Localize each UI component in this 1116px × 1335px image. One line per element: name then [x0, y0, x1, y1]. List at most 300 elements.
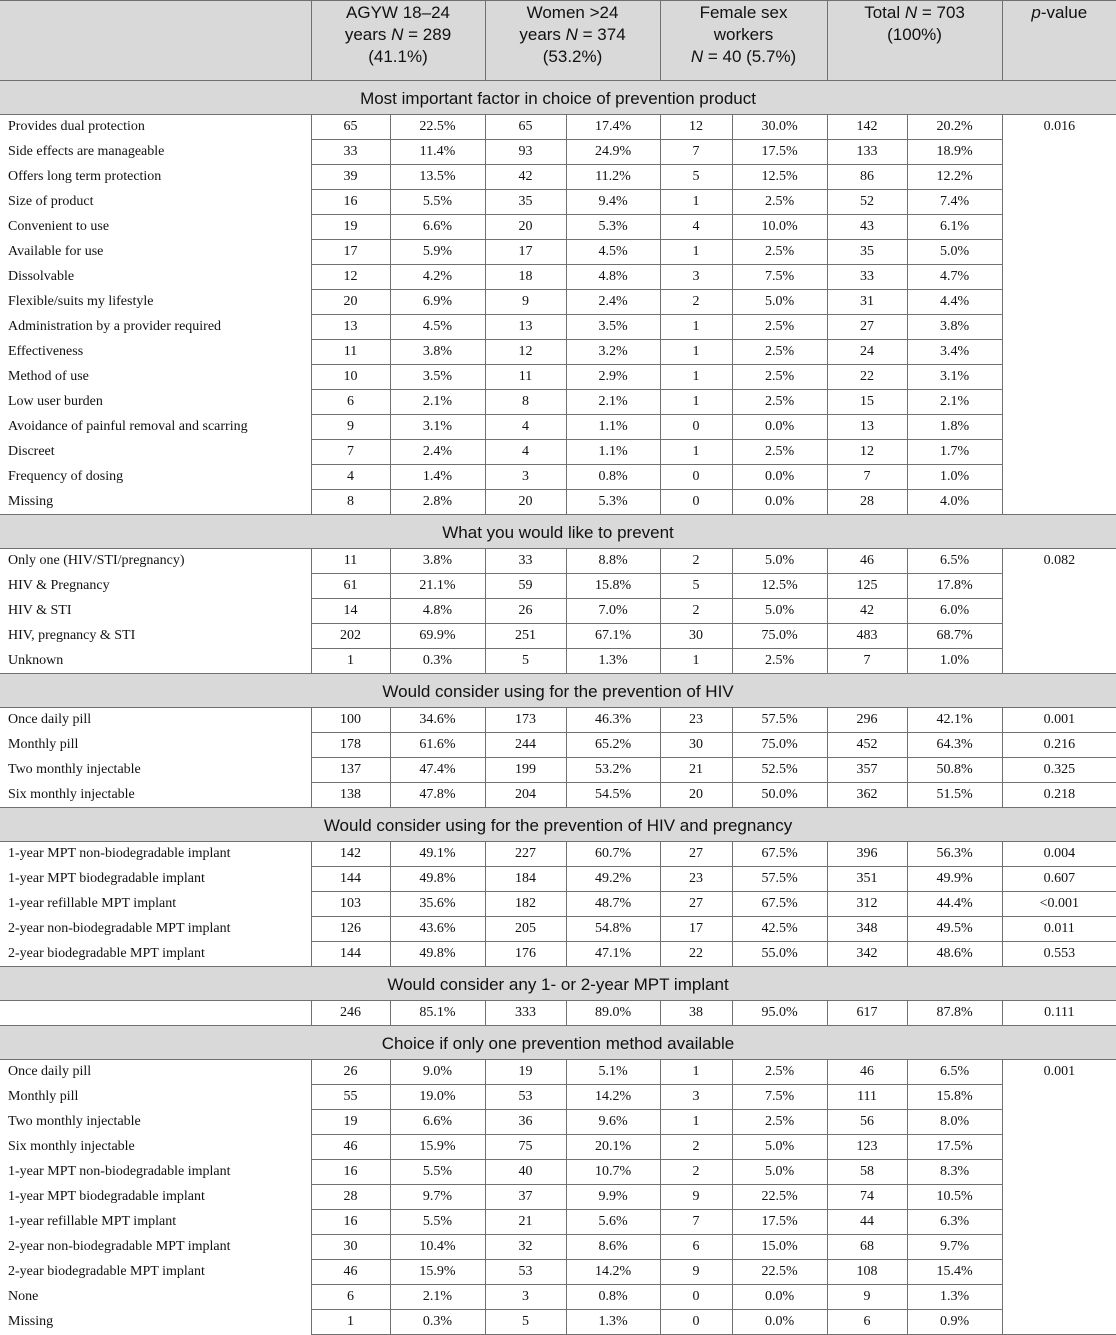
row-label: Administration by a provider required: [0, 315, 311, 340]
percent-cell: 12.2%: [907, 165, 1002, 190]
percent-cell: 2.5%: [732, 440, 827, 465]
count-cell: 46: [827, 549, 907, 574]
percent-cell: 5.3%: [566, 215, 660, 240]
percent-cell: 67.5%: [732, 892, 827, 917]
count-cell: 7: [311, 440, 390, 465]
percent-cell: 49.8%: [390, 942, 485, 967]
percent-cell: 2.4%: [390, 440, 485, 465]
count-cell: 9: [660, 1260, 732, 1285]
table-row: [0, 867, 1116, 892]
table-row: [0, 215, 1116, 240]
table-row: [0, 165, 1116, 190]
percent-cell: 5.0%: [732, 549, 827, 574]
pvalue-cell: 0.216: [1002, 733, 1116, 758]
count-cell: 296: [827, 708, 907, 733]
percent-cell: 4.0%: [907, 490, 1002, 515]
percent-cell: 6.5%: [907, 549, 1002, 574]
row-label: Monthly pill: [0, 1085, 311, 1110]
count-cell: 11: [311, 340, 390, 365]
row-label: Available for use: [0, 240, 311, 265]
count-cell: 21: [485, 1210, 566, 1235]
row-label: Low user burden: [0, 390, 311, 415]
table-row: [0, 440, 1116, 465]
percent-cell: 57.5%: [732, 867, 827, 892]
count-cell: 351: [827, 867, 907, 892]
table-header-row: [0, 1, 1116, 81]
percent-cell: 9.0%: [390, 1060, 485, 1085]
count-cell: 12: [827, 440, 907, 465]
percent-cell: 4.8%: [390, 599, 485, 624]
table-row: [0, 1210, 1116, 1235]
percent-cell: 2.5%: [732, 340, 827, 365]
percent-cell: 2.5%: [732, 649, 827, 674]
table-row: [0, 1310, 1116, 1335]
count-cell: 142: [827, 115, 907, 140]
percent-cell: 5.3%: [566, 490, 660, 515]
row-label: 2-year biodegradable MPT implant: [0, 942, 311, 967]
count-cell: 32: [485, 1235, 566, 1260]
table-row: [0, 1235, 1116, 1260]
percent-cell: 50.0%: [732, 783, 827, 808]
row-label: Discreet: [0, 440, 311, 465]
percent-cell: 67.5%: [732, 842, 827, 867]
count-cell: 1: [660, 440, 732, 465]
percent-cell: 11.4%: [390, 140, 485, 165]
percent-cell: 15.4%: [907, 1260, 1002, 1285]
count-cell: 20: [485, 490, 566, 515]
count-cell: 178: [311, 733, 390, 758]
count-cell: 59: [485, 574, 566, 599]
percent-cell: 1.3%: [566, 649, 660, 674]
percent-cell: 95.0%: [732, 1001, 827, 1026]
percent-cell: 6.1%: [907, 215, 1002, 240]
count-cell: 176: [485, 942, 566, 967]
count-cell: 144: [311, 867, 390, 892]
table-row: [0, 649, 1116, 674]
count-cell: 61: [311, 574, 390, 599]
table-row: [0, 624, 1116, 649]
percent-cell: 89.0%: [566, 1001, 660, 1026]
section-header-row: [0, 81, 1116, 115]
percent-cell: 2.5%: [732, 1110, 827, 1135]
row-label: 1-year MPT non-biodegradable implant: [0, 842, 311, 867]
percent-cell: 17.5%: [907, 1135, 1002, 1160]
count-cell: 15: [827, 390, 907, 415]
count-cell: 28: [827, 490, 907, 515]
pvalue-cell: 0.553: [1002, 942, 1116, 967]
section-header-row: [0, 1026, 1116, 1060]
count-cell: 138: [311, 783, 390, 808]
count-cell: 2: [660, 290, 732, 315]
count-cell: 348: [827, 917, 907, 942]
percent-cell: 12.5%: [732, 165, 827, 190]
count-cell: 12: [311, 265, 390, 290]
percent-cell: 42.5%: [732, 917, 827, 942]
percent-cell: 49.1%: [390, 842, 485, 867]
percent-cell: 0.0%: [732, 1285, 827, 1310]
table-row: [0, 115, 1116, 140]
percent-cell: 47.8%: [390, 783, 485, 808]
pvalue-cell: 0.325: [1002, 758, 1116, 783]
count-cell: 12: [660, 115, 732, 140]
count-cell: 22: [827, 365, 907, 390]
table-row: [0, 140, 1116, 165]
row-label: Missing: [0, 1310, 311, 1335]
row-label: HIV & STI: [0, 599, 311, 624]
row-label: 1-year refillable MPT implant: [0, 1210, 311, 1235]
percent-cell: 5.0%: [732, 1135, 827, 1160]
count-cell: 24: [827, 340, 907, 365]
count-cell: 43: [827, 215, 907, 240]
count-cell: 21: [660, 758, 732, 783]
percent-cell: 15.0%: [732, 1235, 827, 1260]
count-cell: 133: [827, 140, 907, 165]
row-label: 2-year non-biodegradable MPT implant: [0, 1235, 311, 1260]
count-cell: 1: [660, 365, 732, 390]
percent-cell: 49.9%: [907, 867, 1002, 892]
count-cell: 11: [485, 365, 566, 390]
count-cell: 111: [827, 1085, 907, 1110]
count-cell: 35: [827, 240, 907, 265]
row-label: None: [0, 1285, 311, 1310]
percent-cell: 2.5%: [732, 365, 827, 390]
percent-cell: 2.5%: [732, 1060, 827, 1085]
count-cell: 27: [660, 842, 732, 867]
header-fsw: Female sex workers N = 40 (5.7%): [660, 1, 827, 81]
percent-cell: 1.3%: [566, 1310, 660, 1335]
percent-cell: 6.6%: [390, 215, 485, 240]
percent-cell: 0.8%: [566, 465, 660, 490]
percent-cell: 6.3%: [907, 1210, 1002, 1235]
header-agyw: AGYW 18–24 years N = 289 (41.1%): [311, 1, 485, 81]
row-label: Once daily pill: [0, 708, 311, 733]
count-cell: 28: [311, 1185, 390, 1210]
count-cell: 33: [827, 265, 907, 290]
count-cell: 19: [311, 1110, 390, 1135]
count-cell: 35: [485, 190, 566, 215]
percent-cell: 1.3%: [907, 1285, 1002, 1310]
count-cell: 1: [311, 649, 390, 674]
count-cell: 23: [660, 708, 732, 733]
percent-cell: 3.4%: [907, 340, 1002, 365]
table-row: [0, 1001, 1116, 1026]
table-row: [0, 733, 1116, 758]
count-cell: 6: [311, 1285, 390, 1310]
row-label: Dissolvable: [0, 265, 311, 290]
count-cell: 0: [660, 415, 732, 440]
percent-cell: 4.4%: [907, 290, 1002, 315]
pvalue-cell: 0.111: [1002, 1001, 1116, 1026]
percent-cell: 19.0%: [390, 1085, 485, 1110]
count-cell: 7: [827, 465, 907, 490]
count-cell: 3: [485, 465, 566, 490]
count-cell: 11: [311, 549, 390, 574]
count-cell: 75: [485, 1135, 566, 1160]
count-cell: 12: [485, 340, 566, 365]
percent-cell: 46.3%: [566, 708, 660, 733]
count-cell: 30: [311, 1235, 390, 1260]
count-cell: 123: [827, 1135, 907, 1160]
percent-cell: 5.0%: [732, 290, 827, 315]
row-label: Two monthly injectable: [0, 1110, 311, 1135]
percent-cell: 49.2%: [566, 867, 660, 892]
percent-cell: 11.2%: [566, 165, 660, 190]
header-blank-cell: [0, 1, 311, 81]
count-cell: 0: [660, 1285, 732, 1310]
percent-cell: 64.3%: [907, 733, 1002, 758]
table-row: [0, 1260, 1116, 1285]
count-cell: 2: [660, 1160, 732, 1185]
pvalue-cell: 0.001: [1002, 708, 1116, 733]
count-cell: 10: [311, 365, 390, 390]
table-row: [0, 190, 1116, 215]
count-cell: 1: [660, 315, 732, 340]
count-cell: 13: [827, 415, 907, 440]
table-row: [0, 1060, 1116, 1085]
count-cell: 65: [311, 115, 390, 140]
percent-cell: 53.2%: [566, 758, 660, 783]
percent-cell: 20.1%: [566, 1135, 660, 1160]
count-cell: 14: [311, 599, 390, 624]
row-label: Unknown: [0, 649, 311, 674]
percent-cell: 10.4%: [390, 1235, 485, 1260]
table-row: [0, 917, 1116, 942]
percent-cell: 9.6%: [566, 1110, 660, 1135]
count-cell: 9: [660, 1185, 732, 1210]
table-row: [0, 290, 1116, 315]
row-label: Six monthly injectable: [0, 1135, 311, 1160]
count-cell: 17: [485, 240, 566, 265]
percent-cell: 47.4%: [390, 758, 485, 783]
count-cell: 205: [485, 917, 566, 942]
table-row: [0, 240, 1116, 265]
count-cell: 46: [311, 1135, 390, 1160]
count-cell: 36: [485, 1110, 566, 1135]
row-label: 1-year MPT non-biodegradable implant: [0, 1160, 311, 1185]
percent-cell: 22.5%: [390, 115, 485, 140]
count-cell: 30: [660, 733, 732, 758]
percent-cell: 24.9%: [566, 140, 660, 165]
pvalue-cell: 0.001: [1002, 1060, 1116, 1335]
count-cell: 1: [660, 240, 732, 265]
section-header-row: [0, 515, 1116, 549]
percent-cell: 1.1%: [566, 440, 660, 465]
table-row: [0, 783, 1116, 808]
percent-cell: 2.5%: [732, 240, 827, 265]
percent-cell: 4.5%: [390, 315, 485, 340]
count-cell: 39: [311, 165, 390, 190]
percent-cell: 0.0%: [732, 490, 827, 515]
count-cell: 46: [827, 1060, 907, 1085]
percent-cell: 34.6%: [390, 708, 485, 733]
count-cell: 108: [827, 1260, 907, 1285]
percent-cell: 3.5%: [566, 315, 660, 340]
count-cell: 52: [827, 190, 907, 215]
section-title: Would consider any 1- or 2-year MPT implant: [0, 967, 1116, 1001]
percent-cell: 5.5%: [390, 1210, 485, 1235]
header-total: Total N = 703 (100%): [827, 1, 1002, 81]
percent-cell: 12.5%: [732, 574, 827, 599]
count-cell: 1: [660, 340, 732, 365]
percent-cell: 2.1%: [566, 390, 660, 415]
percent-cell: 0.3%: [390, 649, 485, 674]
table-row: [0, 599, 1116, 624]
percent-cell: 0.3%: [390, 1310, 485, 1335]
count-cell: 16: [311, 190, 390, 215]
count-cell: 58: [827, 1160, 907, 1185]
percent-cell: 4.5%: [566, 240, 660, 265]
percent-cell: 48.6%: [907, 942, 1002, 967]
count-cell: 6: [311, 390, 390, 415]
count-cell: 125: [827, 574, 907, 599]
table-row: [0, 315, 1116, 340]
count-cell: 103: [311, 892, 390, 917]
table-row: [0, 1085, 1116, 1110]
percent-cell: 8.6%: [566, 1235, 660, 1260]
count-cell: 22: [660, 942, 732, 967]
header-pvalue: p-value: [1002, 1, 1116, 81]
percent-cell: 7.5%: [732, 265, 827, 290]
count-cell: 144: [311, 942, 390, 967]
count-cell: 4: [485, 440, 566, 465]
count-cell: 227: [485, 842, 566, 867]
percent-cell: 57.5%: [732, 708, 827, 733]
count-cell: 9: [485, 290, 566, 315]
percent-cell: 55.0%: [732, 942, 827, 967]
count-cell: 1: [311, 1310, 390, 1335]
count-cell: 46: [311, 1260, 390, 1285]
percent-cell: 17.4%: [566, 115, 660, 140]
count-cell: 17: [311, 240, 390, 265]
percent-cell: 5.0%: [732, 1160, 827, 1185]
percent-cell: 6.0%: [907, 599, 1002, 624]
row-label: 1-year refillable MPT implant: [0, 892, 311, 917]
row-label: Two monthly injectable: [0, 758, 311, 783]
percent-cell: 44.4%: [907, 892, 1002, 917]
table-row: [0, 1160, 1116, 1185]
percent-cell: 8.3%: [907, 1160, 1002, 1185]
count-cell: 100: [311, 708, 390, 733]
percent-cell: 15.9%: [390, 1135, 485, 1160]
percent-cell: 10.5%: [907, 1185, 1002, 1210]
count-cell: 396: [827, 842, 907, 867]
percent-cell: 5.1%: [566, 1060, 660, 1085]
percent-cell: 6.9%: [390, 290, 485, 315]
count-cell: 23: [660, 867, 732, 892]
percent-cell: 52.5%: [732, 758, 827, 783]
row-label: Monthly pill: [0, 733, 311, 758]
count-cell: 86: [827, 165, 907, 190]
count-cell: 18: [485, 265, 566, 290]
count-cell: 362: [827, 783, 907, 808]
count-cell: 2: [660, 599, 732, 624]
percent-cell: 1.4%: [390, 465, 485, 490]
percent-cell: 61.6%: [390, 733, 485, 758]
percent-cell: 3.5%: [390, 365, 485, 390]
count-cell: 7: [660, 1210, 732, 1235]
count-cell: 13: [485, 315, 566, 340]
count-cell: 5: [485, 1310, 566, 1335]
percent-cell: 22.5%: [732, 1260, 827, 1285]
table-row: [0, 1110, 1116, 1135]
count-cell: 2: [660, 549, 732, 574]
row-label: Only one (HIV/STI/pregnancy): [0, 549, 311, 574]
count-cell: 452: [827, 733, 907, 758]
percent-cell: 22.5%: [732, 1185, 827, 1210]
percent-cell: 7.4%: [907, 190, 1002, 215]
percent-cell: 4.2%: [390, 265, 485, 290]
section-header-row: [0, 674, 1116, 708]
percent-cell: 60.7%: [566, 842, 660, 867]
percent-cell: 8.8%: [566, 549, 660, 574]
count-cell: 26: [485, 599, 566, 624]
percent-cell: 2.9%: [566, 365, 660, 390]
percent-cell: 10.7%: [566, 1160, 660, 1185]
pvalue-cell: 0.011: [1002, 917, 1116, 942]
percent-cell: 67.1%: [566, 624, 660, 649]
count-cell: 617: [827, 1001, 907, 1026]
percent-cell: 1.7%: [907, 440, 1002, 465]
percent-cell: 18.9%: [907, 140, 1002, 165]
count-cell: 5: [660, 574, 732, 599]
percent-cell: 49.8%: [390, 867, 485, 892]
percent-cell: 2.5%: [732, 315, 827, 340]
table-row: [0, 1185, 1116, 1210]
table-row: [0, 1135, 1116, 1160]
count-cell: 1: [660, 190, 732, 215]
count-cell: 126: [311, 917, 390, 942]
table-row: [0, 265, 1116, 290]
percent-cell: 0.8%: [566, 1285, 660, 1310]
percent-cell: 13.5%: [390, 165, 485, 190]
pvalue-cell: 0.607: [1002, 867, 1116, 892]
count-cell: 4: [485, 415, 566, 440]
count-cell: 1: [660, 1110, 732, 1135]
percent-cell: 3.8%: [390, 340, 485, 365]
percent-cell: 0.9%: [907, 1310, 1002, 1335]
row-label: Offers long term protection: [0, 165, 311, 190]
count-cell: 27: [827, 315, 907, 340]
percent-cell: 75.0%: [732, 624, 827, 649]
row-label: [0, 1001, 311, 1026]
count-cell: 42: [827, 599, 907, 624]
row-label: Missing: [0, 490, 311, 515]
row-label: HIV & Pregnancy: [0, 574, 311, 599]
percent-cell: 56.3%: [907, 842, 1002, 867]
percent-cell: 2.1%: [390, 390, 485, 415]
table-row: [0, 574, 1116, 599]
count-cell: 3: [485, 1285, 566, 1310]
percent-cell: 2.4%: [566, 290, 660, 315]
percent-cell: 9.7%: [907, 1235, 1002, 1260]
count-cell: 27: [660, 892, 732, 917]
percent-cell: 3.1%: [907, 365, 1002, 390]
header-women: Women >24 years N = 374 (53.2%): [485, 1, 660, 81]
count-cell: 2: [660, 1135, 732, 1160]
percent-cell: 1.1%: [566, 415, 660, 440]
percent-cell: 3.8%: [907, 315, 1002, 340]
percent-cell: 30.0%: [732, 115, 827, 140]
count-cell: 357: [827, 758, 907, 783]
count-cell: 19: [311, 215, 390, 240]
percent-cell: 35.6%: [390, 892, 485, 917]
pvalue-cell: 0.082: [1002, 549, 1116, 674]
percent-cell: 42.1%: [907, 708, 1002, 733]
table-row: [0, 365, 1116, 390]
percent-cell: 54.5%: [566, 783, 660, 808]
count-cell: 38: [660, 1001, 732, 1026]
percent-cell: 49.5%: [907, 917, 1002, 942]
